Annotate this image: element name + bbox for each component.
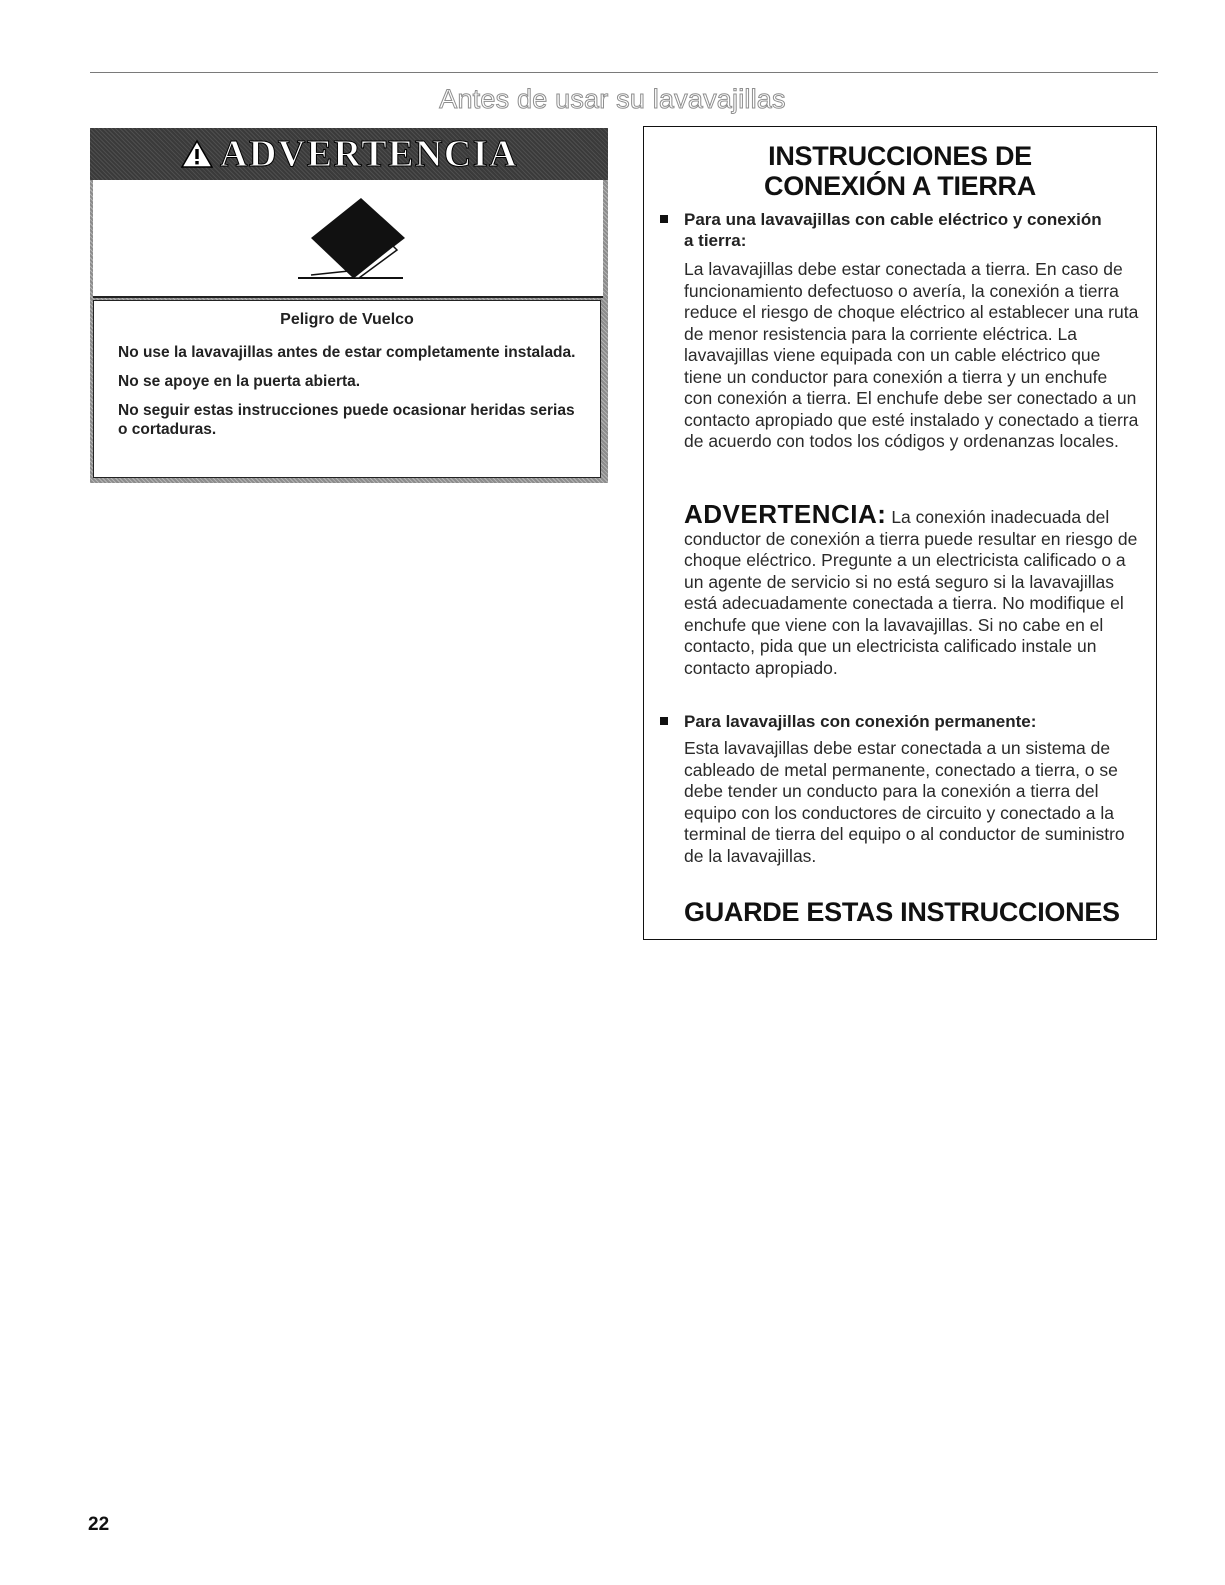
bullet-square-icon	[660, 215, 668, 223]
bullet1-body: La lavavajillas debe estar conectada a tierra. En caso de funcionamiento defectuoso o avería, la conexión a tierra reduce el riesgo de choque eléctrico al establecer una ruta de menor resistencia para la corriente eléctrica. La lavavajillas viene equipada con un cable eléctrico que tiene un conductor para conexión a tierra y un enchufe con conexión a tierra. El enchufe debe ser conectado a un contacto apropiado que esté instalado y conectado a tierra de acuerdo con todos los códigos y ordenanzas locales.	[684, 259, 1139, 451]
warning-body: La conexión inadecuada del conductor de conexión a tierra puede resultar en riesgo de choque eléctrico. Pregunte a un electricista calificado o a un agente de servicio si no está seguro si la lavavajillas está adecuadamente conectada a tierra. No modifique el enchufe que viene con la lavavajillas. Si no cabe en el contacto, pida que un electricista calificado instale un contacto apropiado.	[684, 507, 1138, 678]
warning-box	[90, 128, 608, 483]
grounding-title	[644, 141, 1156, 201]
warning-frame	[90, 180, 608, 483]
warning-line: No seguir estas instrucciones puede ocasionar heridas serias o cortaduras.	[118, 402, 575, 438]
grounding-warning	[684, 499, 1140, 679]
hazard-name: Peligro de Vuelco	[280, 311, 414, 328]
warning-lines	[118, 343, 588, 449]
grounding-instructions-box	[643, 126, 1157, 940]
save-instructions-title: GUARDE ESTAS INSTRUCCIONES	[684, 897, 1120, 927]
bullet-square-icon	[660, 717, 668, 725]
warning-triangle-icon	[180, 139, 214, 169]
warning-line: No se apoye en la puerta abierta.	[118, 373, 361, 390]
bullet1-heading: Para una lavavajillas con cable eléctrico y conexión a tierra:	[684, 209, 1104, 251]
warning-word: ADVERTENCIA:	[684, 499, 887, 529]
warning-banner-title: ADVERTENCIA	[219, 133, 519, 175]
bullet2-body: Esta lavavajillas debe estar conectada a un sistema de cableado de metal permanente, conectado a tierra, o se debe tender un conducto para la conexión a tierra del equipo con los conductores de circuito y conectado a la terminal de tierra del equipo o al conductor de suministro de la lavavajillas.	[684, 738, 1125, 866]
tip-over-pictogram-icon	[93, 180, 603, 296]
page-number: 22	[88, 1514, 110, 1535]
warning-banner	[90, 128, 608, 180]
warning-text-panel	[93, 300, 601, 478]
grounding-title-line2: CONEXIÓN A TIERRA	[764, 171, 1036, 201]
pictogram-panel	[93, 180, 603, 298]
bullet2-heading: Para lavavajillas con conexión permanente:	[684, 711, 1144, 732]
top-rule	[90, 72, 1158, 73]
page-header: Antes de usar su lavavajillas	[439, 84, 786, 114]
grounding-title-line1: INSTRUCCIONES DE	[768, 141, 1032, 171]
warning-line: No use la lavavajillas antes de estar completamente instalada.	[118, 344, 576, 361]
